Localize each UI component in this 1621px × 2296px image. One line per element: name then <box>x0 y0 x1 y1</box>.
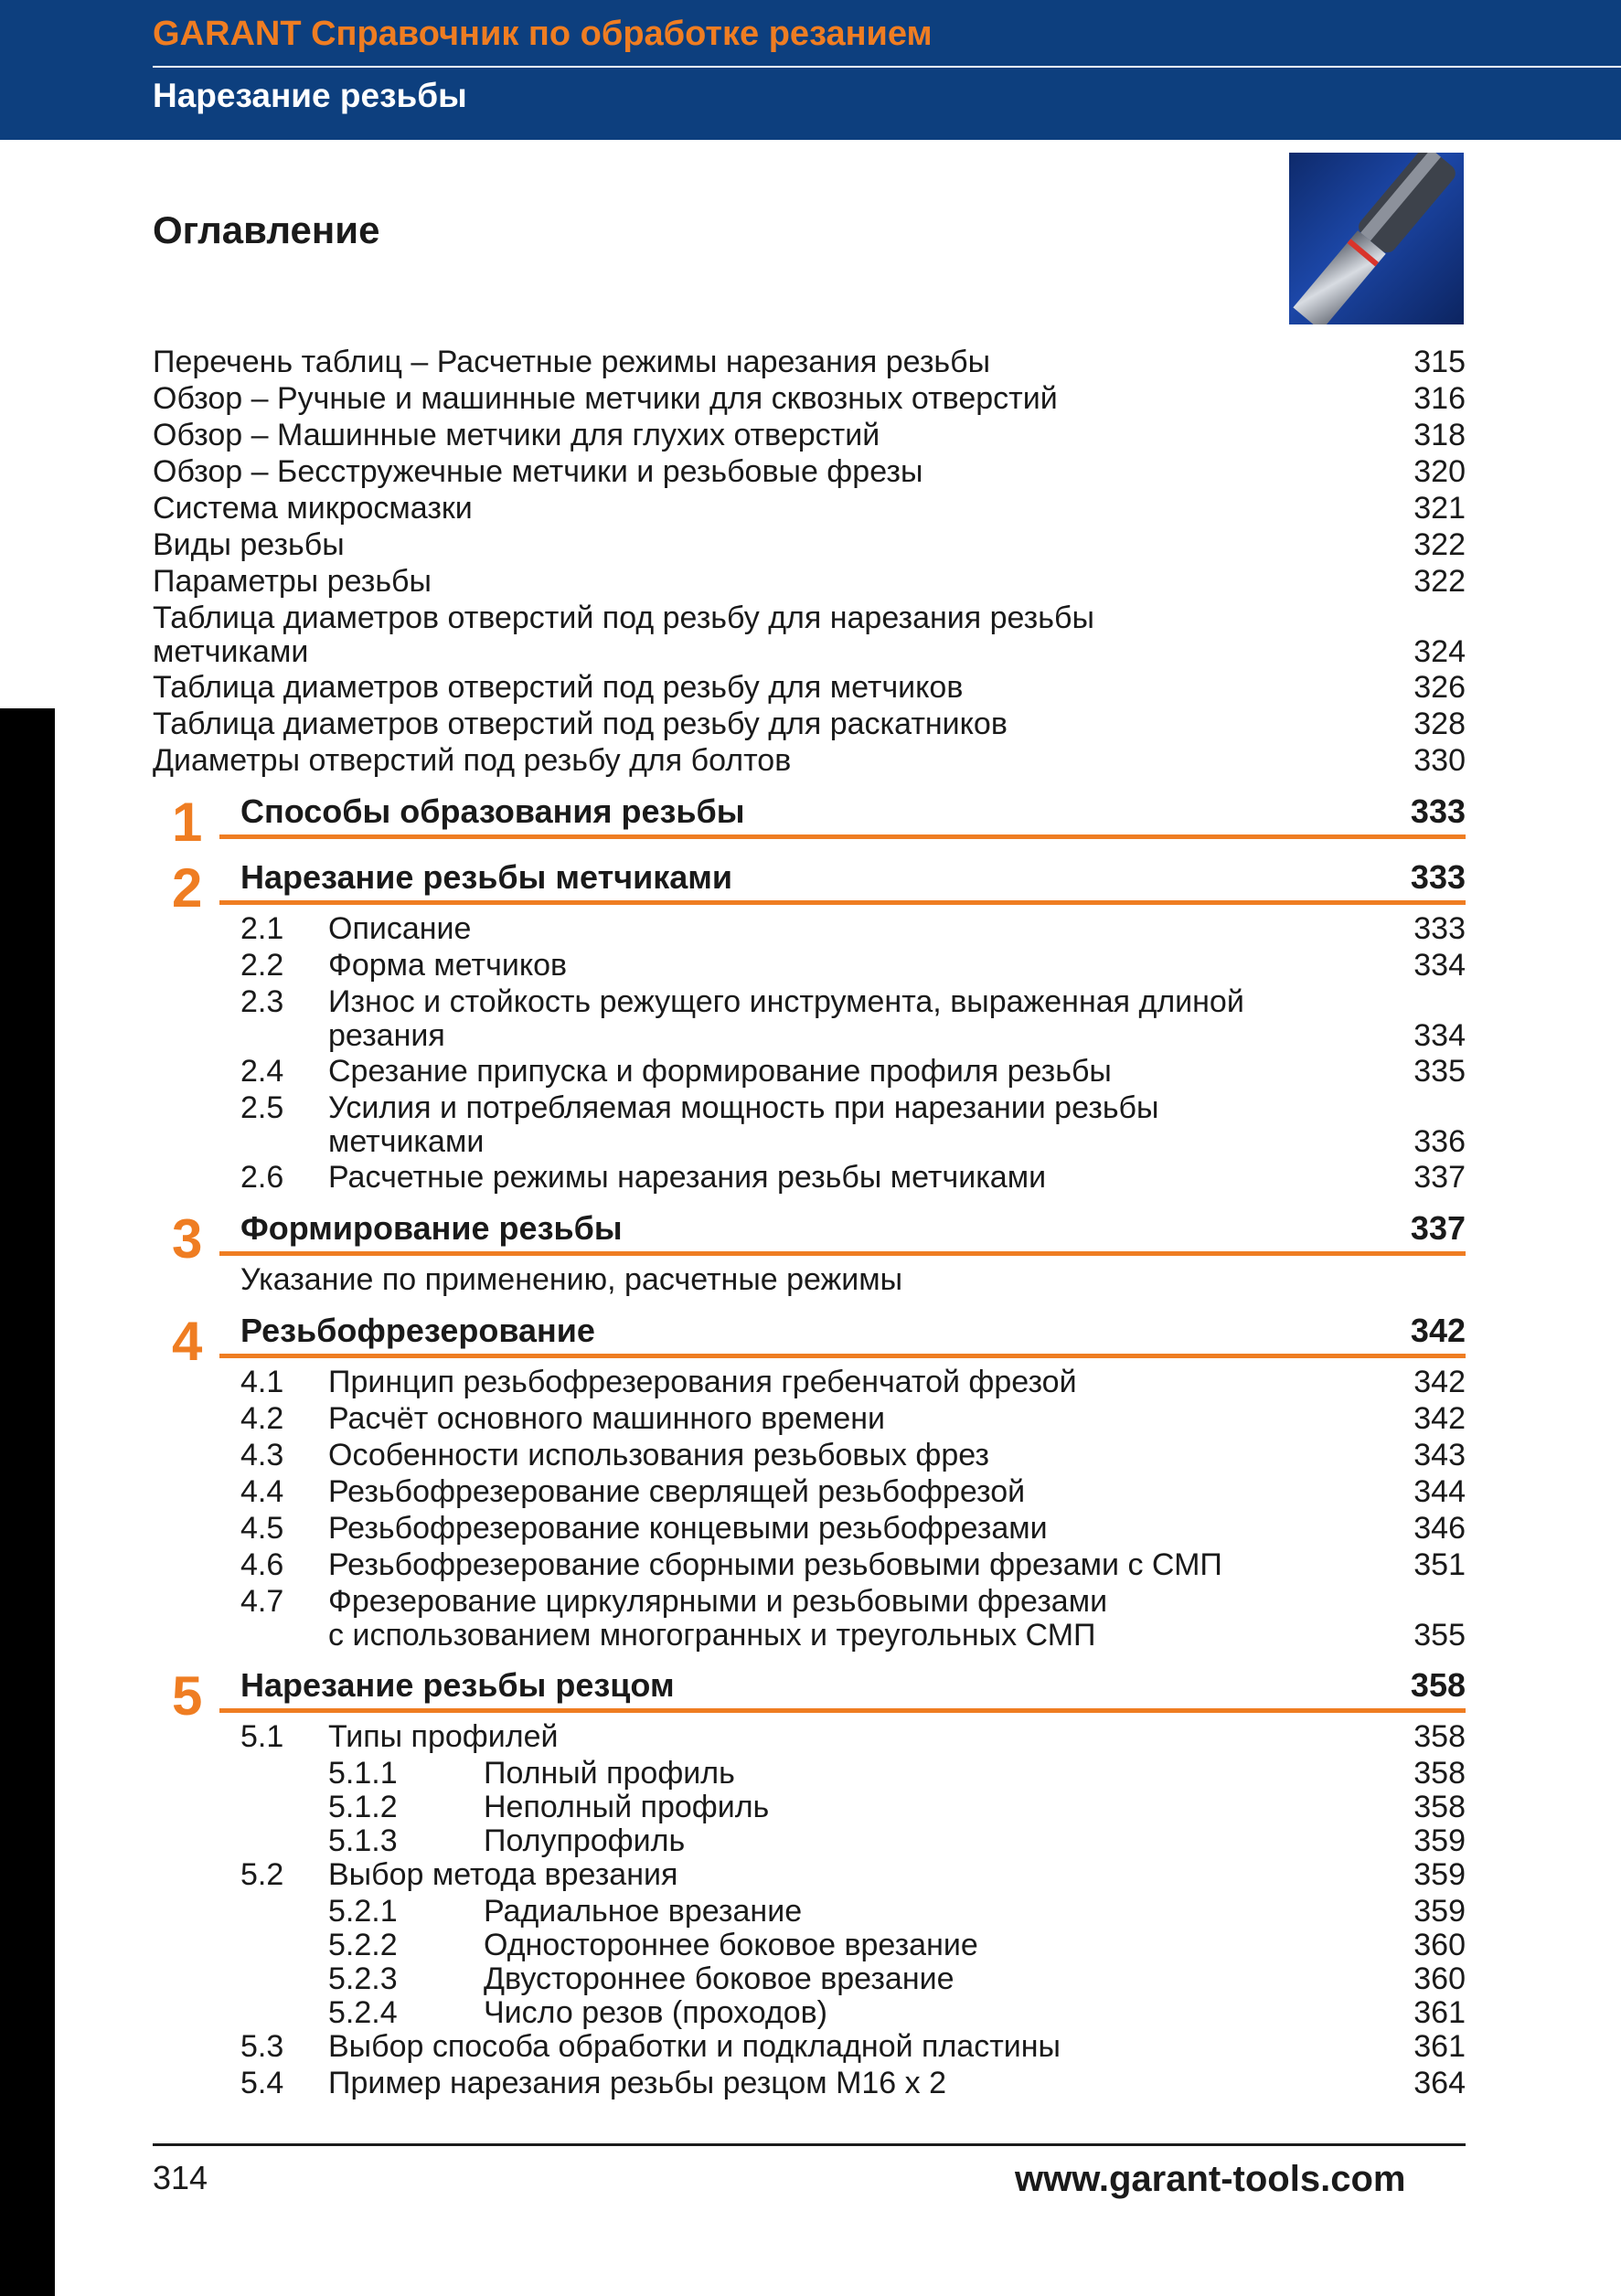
section-heading[interactable] <box>240 859 1466 896</box>
entry-label: Форма метчиков <box>328 948 568 983</box>
entry-label: Фрезерование циркулярными и резьбовыми фрезами <box>328 1584 1108 1619</box>
entry-page: 360 <box>1413 1961 1466 1996</box>
section-divider <box>219 1708 1466 1713</box>
entry-number: 4.6 <box>240 1547 284 1582</box>
toc-subentry[interactable] <box>240 1475 1466 1509</box>
toc-subentry[interactable] <box>240 1858 1466 1892</box>
toc-subentry[interactable] <box>240 985 1466 1053</box>
entry-number: 5.1.2 <box>328 1790 398 1824</box>
entry-page: 337 <box>1413 1160 1466 1195</box>
entry-label: Число резов (проходов) <box>484 1995 828 2030</box>
left-margin-bar <box>0 708 55 2296</box>
entry-label: Обзор – Бесстружечные метчики и резьбовые фрезы <box>153 454 923 489</box>
section-number: 2 <box>172 857 203 919</box>
entry-label: Резьбофрезерование концевыми резьбофрезами <box>328 1511 1048 1546</box>
entry-label: Пример нарезания резьбы резцом М16 х 2 <box>328 2066 947 2100</box>
entry-number: 4.2 <box>240 1401 284 1436</box>
section-page: 337 <box>1410 1209 1466 1247</box>
entry-label: Типы профилей <box>328 1719 559 1754</box>
entry-page: 355 <box>1413 1618 1466 1653</box>
toc-entry[interactable] <box>153 492 1466 526</box>
toc-entry[interactable] <box>153 455 1466 489</box>
toc-entry[interactable] <box>153 671 1466 705</box>
toc-subentry[interactable] <box>240 949 1466 983</box>
entry-label: Усилия и потребляемая мощность при нарезании резьбы <box>328 1090 1159 1125</box>
entry-label: Неполный профиль <box>484 1790 770 1824</box>
entry-number: 5.1.3 <box>328 1823 398 1858</box>
entry-number: 2.5 <box>240 1090 284 1125</box>
entry-number: 4.7 <box>240 1584 284 1619</box>
entry-page: 358 <box>1413 1790 1466 1824</box>
section-page: 333 <box>1410 858 1466 896</box>
tap-tool-photo <box>1289 153 1464 324</box>
entry-label: Параметры резьбы <box>153 564 432 599</box>
entry-label: Расчетные режимы нарезания резьбы метчиками <box>328 1160 1047 1195</box>
section-page: 358 <box>1410 1666 1466 1704</box>
toc-subsubentry[interactable] <box>328 1895 1466 1929</box>
section-note: Указание по применению, расчетные режимы <box>240 1262 903 1297</box>
toc-entry[interactable] <box>153 744 1466 778</box>
entry-page: 359 <box>1413 1857 1466 1892</box>
entry-number: 2.4 <box>240 1054 284 1089</box>
entry-number: 5.3 <box>240 2029 284 2064</box>
entry-label: Радиальное врезание <box>484 1894 803 1929</box>
section-heading[interactable] <box>240 793 1466 830</box>
entry-page: 351 <box>1413 1547 1466 1582</box>
entry-page: 318 <box>1413 418 1466 452</box>
section-title: Нарезание резьбы резцом <box>240 1666 675 1704</box>
entry-number: 2.3 <box>240 984 284 1019</box>
toc-entry[interactable] <box>153 419 1466 452</box>
entry-page: 361 <box>1413 2029 1466 2064</box>
entry-page: 322 <box>1413 564 1466 599</box>
entry-label: Расчёт основного машинного времени <box>328 1401 886 1436</box>
entry-page: 342 <box>1413 1365 1466 1399</box>
toc-title: Оглавление <box>153 208 380 251</box>
entry-page: 359 <box>1413 1823 1466 1858</box>
entry-label: Одностороннее боковое врезание <box>484 1928 978 1962</box>
toc-subentry[interactable] <box>240 912 1466 946</box>
website-link[interactable]: www.garant-tools.com <box>1015 2159 1406 2199</box>
entry-label: Перечень таблиц – Расчетные режимы нарезания резьбы <box>153 345 991 379</box>
entry-label: Таблица диаметров отверстий под резьбу для нарезания резьбы <box>153 601 1094 635</box>
toc-subentry[interactable] <box>240 1366 1466 1399</box>
section-page: 333 <box>1410 792 1466 830</box>
entry-label: Особенности использования резьбовых фрез <box>328 1438 989 1472</box>
section-heading[interactable] <box>240 1667 1466 1704</box>
entry-page: 322 <box>1413 527 1466 562</box>
entry-page: 321 <box>1413 491 1466 526</box>
toc-subentry[interactable] <box>240 1585 1466 1653</box>
toc-subentry[interactable] <box>240 2030 1466 2064</box>
entry-label: Таблица диаметров отверстий под резьбу для метчиков <box>153 670 964 705</box>
entry-label: Принцип резьбофрезерования гребенчатой фрезой <box>328 1365 1077 1399</box>
entry-label: Выбор способа обработки и подкладной пластины <box>328 2029 1061 2064</box>
section-divider <box>219 834 1466 839</box>
entry-label-continued: метчиками <box>153 634 309 669</box>
toc-subsubentry[interactable] <box>328 1824 1466 1858</box>
entry-page: 358 <box>1413 1756 1466 1791</box>
entry-label: Виды резьбы <box>153 527 345 562</box>
toc-subentry[interactable] <box>240 1439 1466 1472</box>
entry-label: Полупрофиль <box>484 1823 686 1858</box>
toc-subsubentry[interactable] <box>328 1929 1466 1962</box>
entry-page: 346 <box>1413 1511 1466 1546</box>
toc-subentry[interactable] <box>240 1402 1466 1436</box>
section-divider <box>219 900 1466 905</box>
toc-entry[interactable] <box>153 565 1466 599</box>
entry-page: 316 <box>1413 381 1466 416</box>
entry-label: Срезание припуска и формирование профиля резьбы <box>328 1054 1112 1089</box>
toc-subentry[interactable] <box>240 1720 1466 1754</box>
entry-label: Резьбофрезерование сборными резьбовыми фрезами с СМП <box>328 1547 1222 1582</box>
header-divider <box>153 66 1621 68</box>
section-number: 4 <box>172 1311 203 1372</box>
entry-label: Двустороннее боковое врезание <box>484 1961 954 1996</box>
entry-page: 342 <box>1413 1401 1466 1436</box>
entry-number: 2.2 <box>240 948 284 983</box>
entry-number: 5.2 <box>240 1857 284 1892</box>
entry-page: 315 <box>1413 345 1466 379</box>
page-number: 314 <box>153 2159 208 2196</box>
entry-label: Резьбофрезерование сверлящей резьбофрезой <box>328 1474 1026 1509</box>
entry-number: 4.5 <box>240 1511 284 1546</box>
section-number: 3 <box>172 1208 203 1270</box>
entry-number: 5.1.1 <box>328 1756 398 1791</box>
entry-label: Обзор – Машинные метчики для глухих отверстий <box>153 418 880 452</box>
toc-subentry[interactable] <box>240 1055 1466 1089</box>
entry-number: 5.2.4 <box>328 1995 398 2030</box>
entry-page: 361 <box>1413 1995 1466 2030</box>
entry-label: Таблица диаметров отверстий под резьбу для раскатников <box>153 707 1008 741</box>
section-heading[interactable] <box>240 1313 1466 1349</box>
section-divider <box>219 1354 1466 1358</box>
entry-page: 328 <box>1413 707 1466 741</box>
entry-label: Износ и стойкость режущего инструмента, выраженная длиной <box>328 984 1244 1019</box>
entry-label: Полный профиль <box>484 1756 735 1791</box>
entry-page: 344 <box>1413 1474 1466 1509</box>
entry-page: 334 <box>1413 948 1466 983</box>
entry-number: 5.4 <box>240 2066 284 2100</box>
entry-label-continued: резания <box>328 1018 445 1053</box>
section-title: Способы образования резьбы <box>240 792 745 830</box>
section-title: Формирование резьбы <box>240 1209 623 1247</box>
section-title: Нарезание резьбы метчиками <box>240 858 733 896</box>
entry-number: 5.2.2 <box>328 1928 398 1962</box>
entry-page: 326 <box>1413 670 1466 705</box>
toc-subsubentry[interactable] <box>328 1996 1466 2030</box>
toc-subentry[interactable] <box>240 1512 1466 1546</box>
header-subtitle: Нарезание резьбы <box>153 77 467 114</box>
entry-label-continued: метчиками <box>328 1124 485 1159</box>
entry-page: 334 <box>1413 1018 1466 1053</box>
entry-page: 324 <box>1413 634 1466 669</box>
toc-entry[interactable] <box>153 345 1466 379</box>
entry-label: Система микросмазки <box>153 491 473 526</box>
toc-subsubentry[interactable] <box>328 1757 1466 1791</box>
entry-page: 336 <box>1413 1124 1466 1159</box>
entry-page: 320 <box>1413 454 1466 489</box>
section-page: 342 <box>1410 1312 1466 1349</box>
toc-entry[interactable] <box>153 528 1466 562</box>
header-title: GARANT Справочник по обработке резанием <box>153 15 933 53</box>
entry-label: Обзор – Ручные и машинные метчики для сквозных отверстий <box>153 381 1058 416</box>
toc-subentry[interactable] <box>240 1161 1466 1195</box>
entry-number: 5.2.1 <box>328 1894 398 1929</box>
entry-page: 358 <box>1413 1719 1466 1754</box>
entry-label: Диаметры отверстий под резьбу для болтов <box>153 743 792 778</box>
entry-number: 4.4 <box>240 1474 284 1509</box>
entry-page: 360 <box>1413 1928 1466 1962</box>
entry-page: 330 <box>1413 743 1466 778</box>
entry-number: 4.1 <box>240 1365 284 1399</box>
section-title: Резьбофрезерование <box>240 1312 595 1349</box>
section-number: 1 <box>172 792 203 853</box>
footer-divider <box>153 2143 1466 2146</box>
entry-page: 364 <box>1413 2066 1466 2100</box>
toc-entry[interactable] <box>153 601 1466 669</box>
tap-tool-image <box>1289 153 1464 324</box>
entry-number: 4.3 <box>240 1438 284 1472</box>
toc-subsubentry[interactable] <box>328 1962 1466 1996</box>
toc-entry[interactable] <box>153 382 1466 416</box>
entry-label: Выбор метода врезания <box>328 1857 678 1892</box>
toc-subentry[interactable] <box>240 1091 1466 1159</box>
toc-subentry[interactable] <box>240 1548 1466 1582</box>
section-divider <box>219 1251 1466 1256</box>
entry-page: 359 <box>1413 1894 1466 1929</box>
entry-page: 335 <box>1413 1054 1466 1089</box>
entry-page: 343 <box>1413 1438 1466 1472</box>
entry-number: 5.1 <box>240 1719 284 1754</box>
entry-number: 5.2.3 <box>328 1961 398 1996</box>
entry-page: 333 <box>1413 911 1466 946</box>
entry-label: Описание <box>328 911 472 946</box>
toc-entry[interactable] <box>153 707 1466 741</box>
toc-subsubentry[interactable] <box>328 1791 1466 1824</box>
section-number: 5 <box>172 1665 203 1727</box>
entry-number: 2.6 <box>240 1160 284 1195</box>
entry-number: 2.1 <box>240 911 284 946</box>
section-heading[interactable] <box>240 1210 1466 1247</box>
entry-label-continued: с использованием многогранных и треугольных СМП <box>328 1618 1096 1653</box>
toc-subentry[interactable] <box>240 2067 1466 2100</box>
